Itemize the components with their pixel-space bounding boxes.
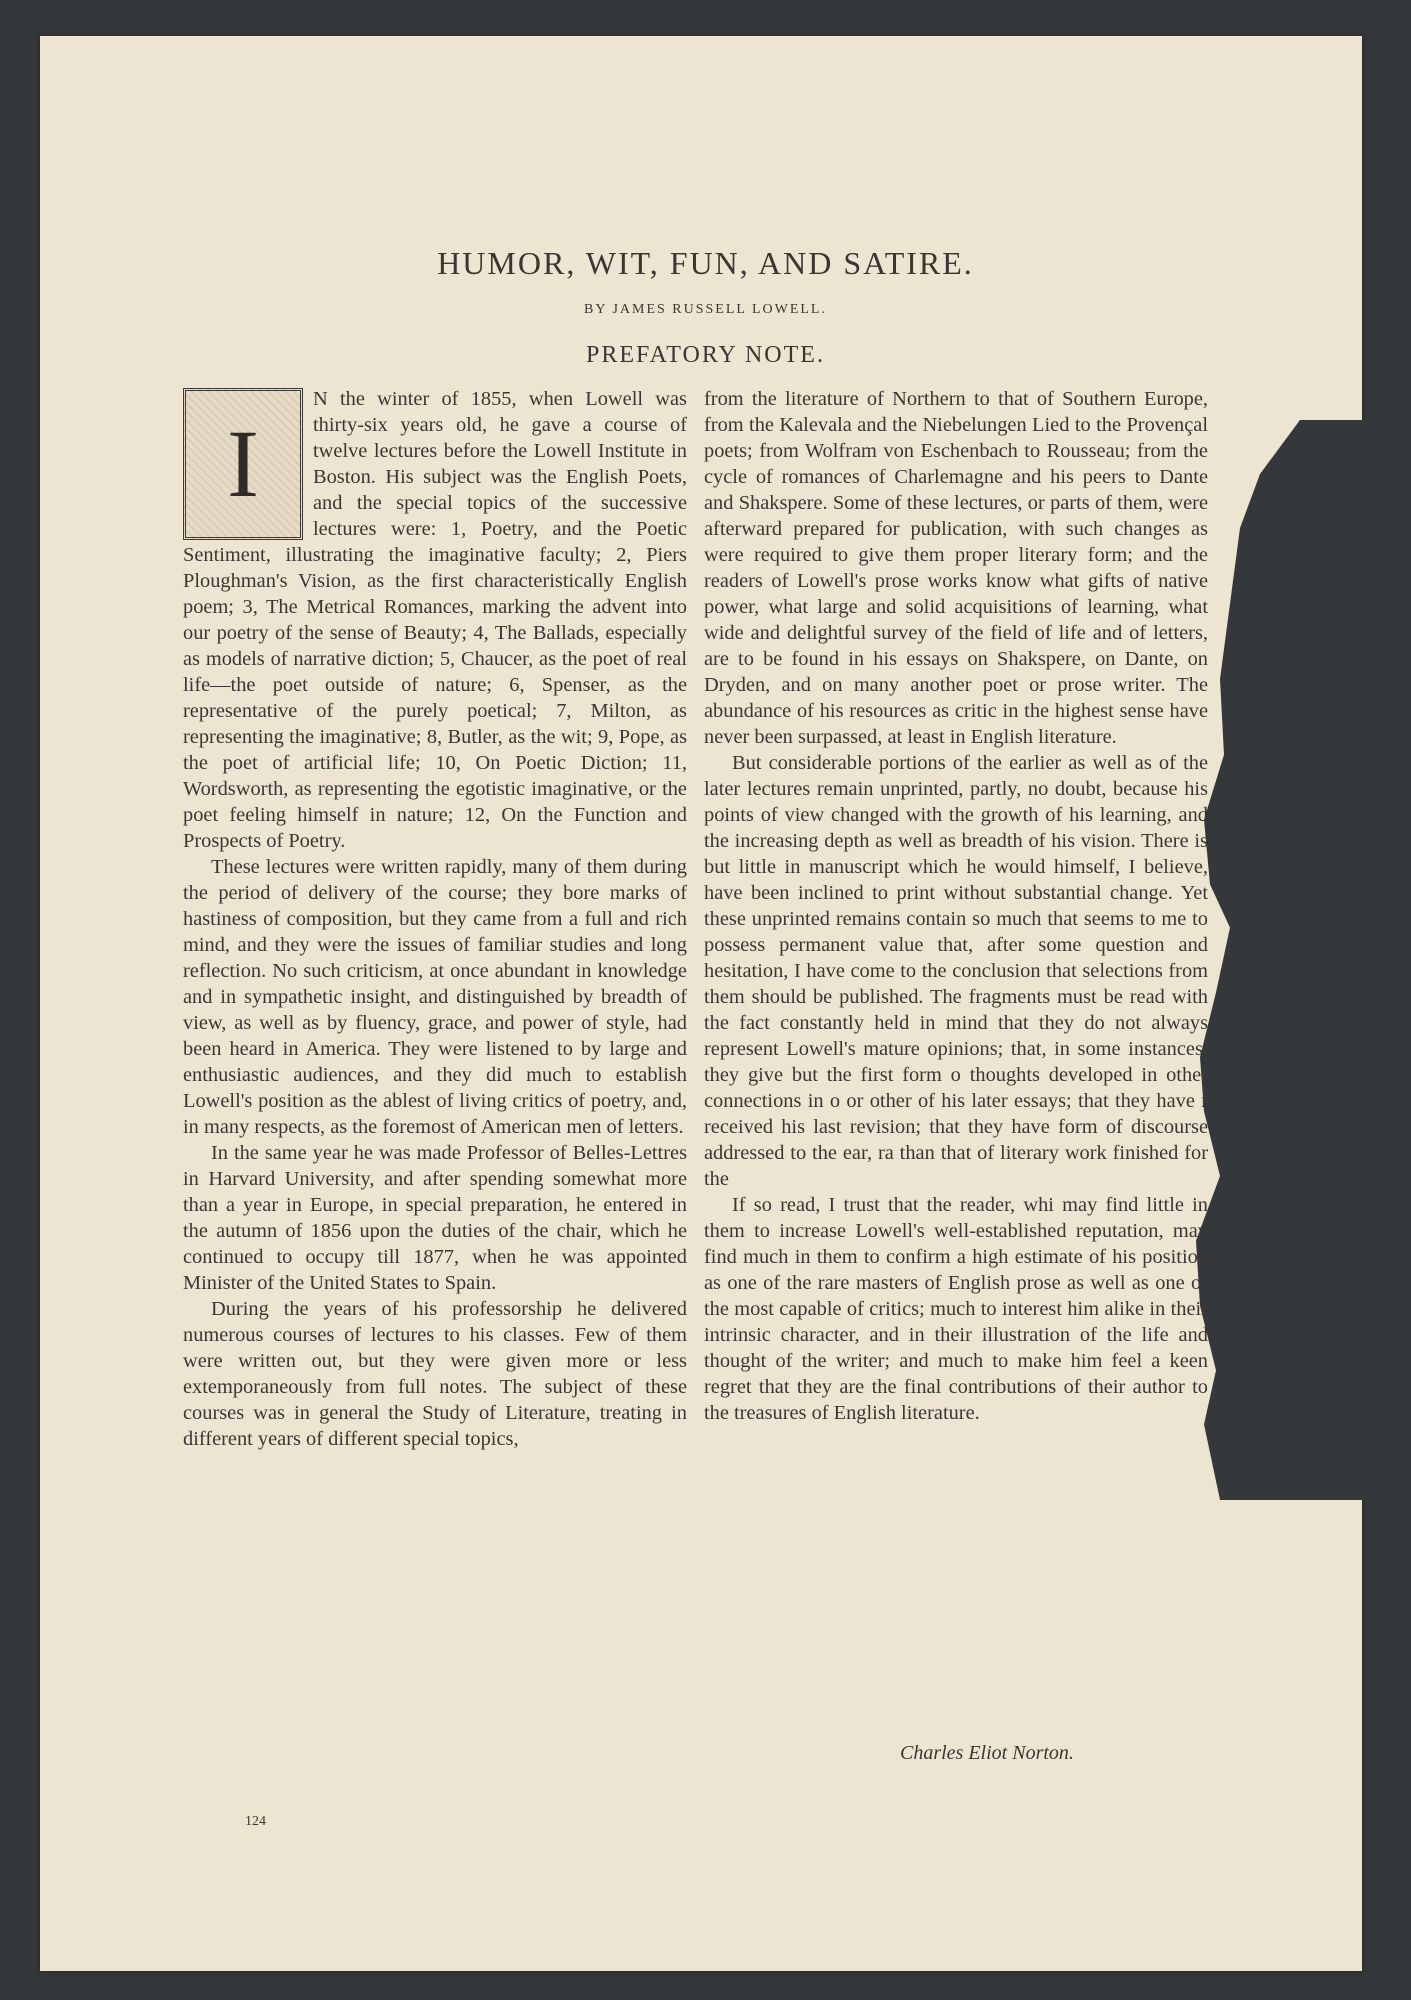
paragraph: from the literature of Northern to that of Southern Europe, from the Kalevala and the Niebelungen Lied to the Provençal poets; from Wolfram von Eschenbach to Rousseau; from the cycle of romances of Charlemagne and his peers to Dante and Shakspere. Some of these lectures, or parts of them, were afterward prepared for publication, with such changes as were required to give them proper literary form; and the readers of Lowell's prose works know what gifts of native power, what large and solid acquisitions of learning, what wide and delightful survey of the field of life and of letters, are to be found in his essays on Shakspere, on Dante, on Dryden, and on many another poet or prose writer. The abundance of his resources as critic in the highest sense have never been surpassed, at least in English literature. [704,388,1208,748]
section-title: PREFATORY NOTE. [586,342,825,368]
drop-cap-ornament: I [183,388,303,540]
signature: Charles Eliot Norton. [900,1742,1074,1764]
paragraph: In the same year he was made Professor of Belles-Lettres in Harvard University, and after spending somewhat more than a year in Europe, in special preparation, he entered in the autumn of 1856 upon the duties of the chair, which he continued to occupy till 1877, when he was appointed Minister of the United States to Spain. [183,1142,687,1294]
paragraph: N the winter of 1855, when Lowell was thirty-six years old, he gave a course of twelve lectures before the Lowell Institute in Boston. His subject was the English Poets, and the special topics of the successive lectures were: 1, Poetry, and the Poetic Sentiment, illustrating the imaginative faculty; 2, Piers Ploughman's Vision, as the first characteristically English poem; 3, The Metrical Romances, marking the advent into our poetry of the sense of Beauty; 4, The Ballads, especially as models of narrative diction; 5, Chaucer, as the poet of real life—the poet outside of nature; 6, Spenser, as the representative of the purely poetical; 7, Milton, as representing the imaginative; 8, Butler, as the wit; 9, Pope, as the poet of artificial life; 10, On Poetic Diction; 11, Wordsworth, as representing the egotistic imaginative, or the poet feeling himself in nature; 12, On the Function and Prospects of Poetry. [183,388,687,852]
left-column [183,386,687,1452]
paragraph: If so read, I trust that the reader, whi may find little in them to increase Lowell's well-established reputation, may find much in them to confirm a high estimate of his position as one of the rare masters of English prose as well as one of the most capable of critics; much to interest him alike in their intrinsic character, and in their illustration of the life and thought of the writer; and much to make him feel a keen regret that they are the final contributions of their author to the treasures of English literature. [704,1194,1208,1424]
paragraph: During the years of his professorship he delivered numerous courses of lectures to his classes. Few of them were written out, but they were given more or less extemporaneously from full notes. The subject of these courses was in general the Study of Literature, treating in different years of different special topics, [183,1298,687,1450]
right-column [704,386,1208,1426]
paragraph: These lectures were written rapidly, many of them during the period of delivery of the course; they bore marks of hastiness of composition, but they came from a full and rich mind, and they were the issues of familiar studies and long reflection. No such criticism, at once abundant in knowledge and in sympathetic insight, and distinguished by breadth of view, as well as by fluency, grace, and power of style, had been heard in America. They were listened to by large and enthusiastic audiences, and they did much to establish Lowell's position as the ablest of living critics of poetry, and, in many respects, as the foremost of American men of letters. [183,856,687,1138]
page-number: 124 [245,1814,266,1829]
byline: BY JAMES RUSSELL LOWELL. [584,302,827,317]
paragraph: But considerable portions of the earlier as well as of the later lectures remain unprinted, partly, no doubt, because his points of view changed with the growth of his learning, and the increasing depth as well as breadth of his vision. There is but little in manuscript which he would himself, I believe, have been inclined to print without substantial change. Yet these unprinted remains contain so much that seems to me to possess permanent value that, after some question and hesitation, I have come to the conclusion that selections from them should be published. The fragments must be read with the fact constantly held in mind that they do not always represent Lowell's mature opinions; that, in some instances, they give but the first form o thoughts developed in other connections in o or other of his later essays; that they have r received his last revision; that they have form of discourse addressed to the ear, ra than that of literary work finished for the [704,752,1208,1190]
article-title: HUMOR, WIT, FUN, AND SATIRE. [437,245,974,281]
